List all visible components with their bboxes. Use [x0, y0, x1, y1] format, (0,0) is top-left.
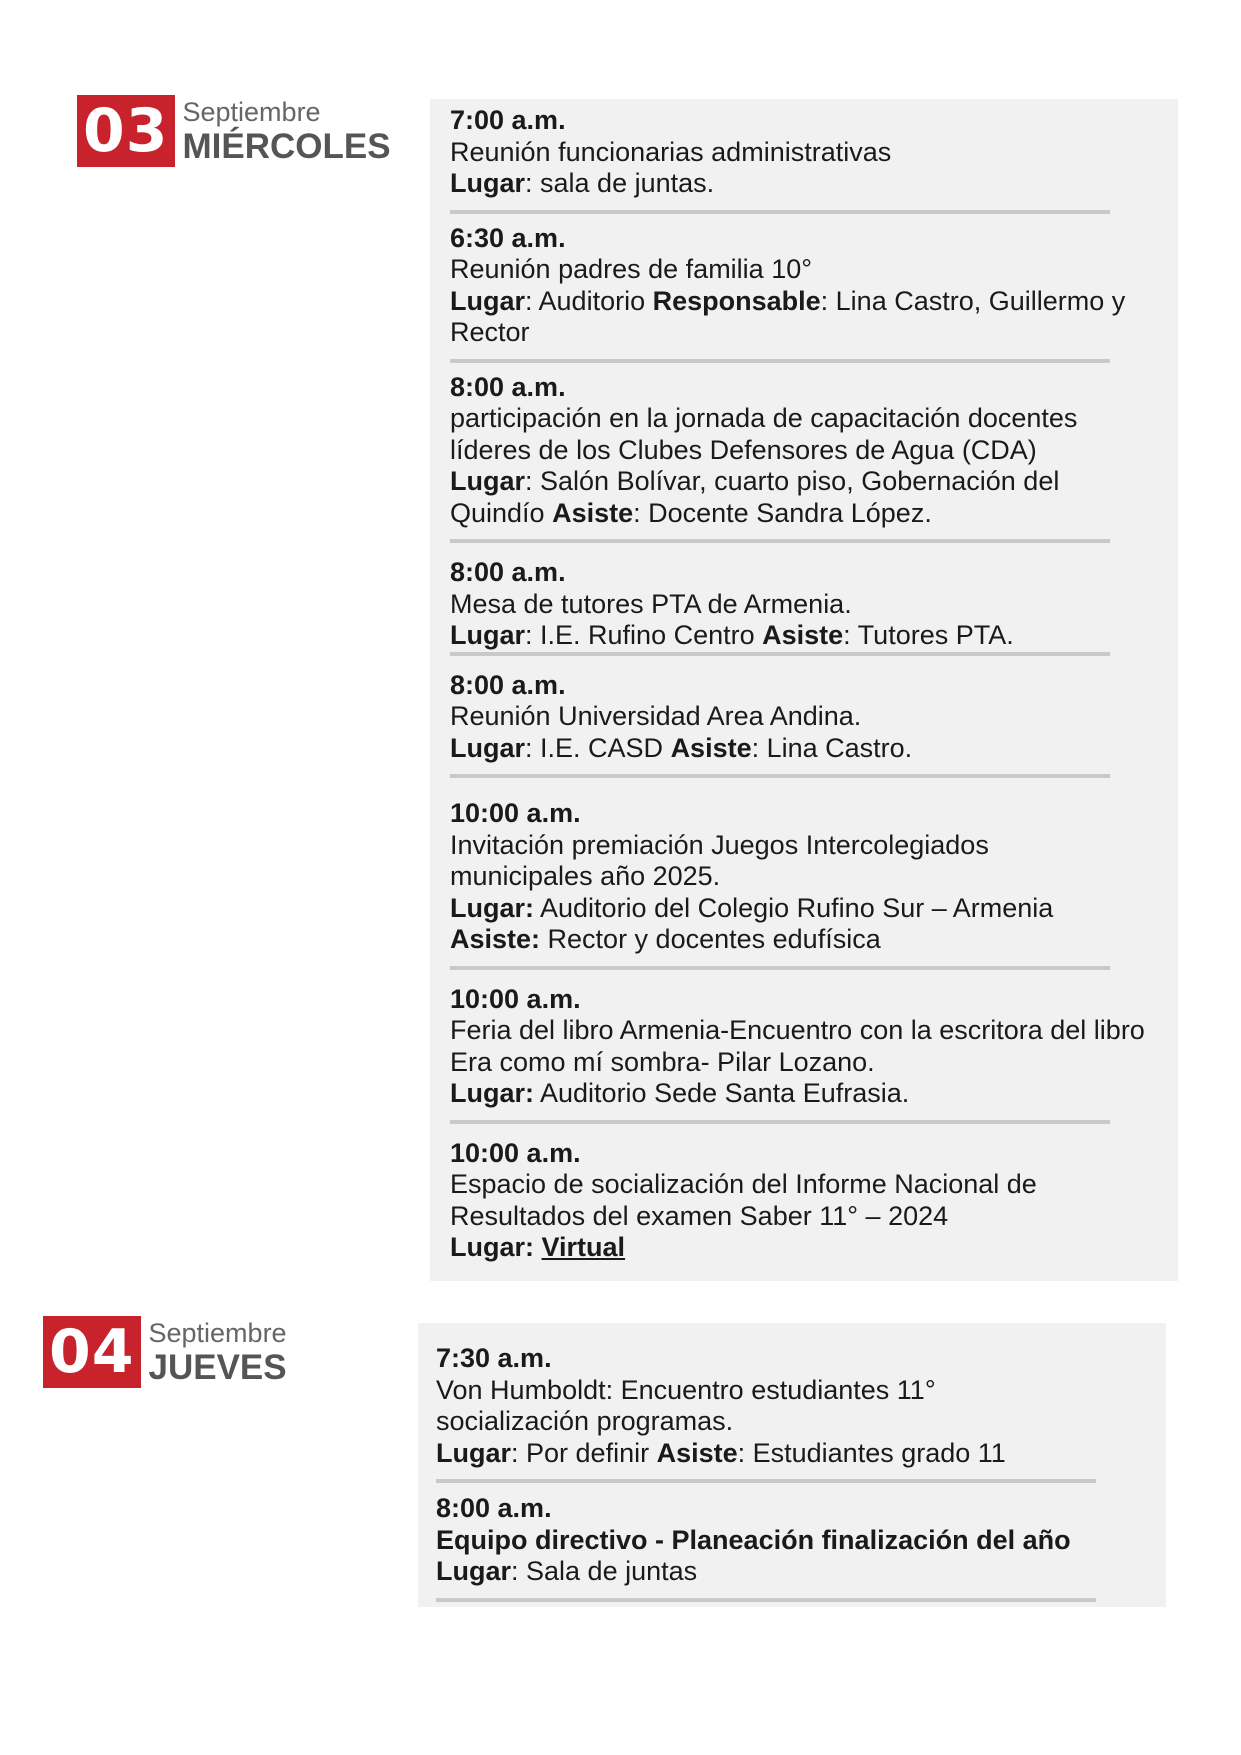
- event-item: [450, 670, 1110, 779]
- location-label: Lugar:: [450, 1078, 534, 1108]
- location-value: : Auditorio: [525, 285, 653, 316]
- event-item: [450, 1138, 1110, 1274]
- event-time: 10:00 a.m.: [450, 798, 581, 828]
- event-item: [450, 798, 1110, 970]
- event-time: 10:00 a.m.: [450, 1137, 581, 1168]
- event-item: [450, 105, 1110, 214]
- day-weekday: JUEVES: [148, 1348, 287, 1387]
- location-separator: [534, 1232, 542, 1262]
- virtual-link[interactable]: Virtual: [541, 1232, 626, 1262]
- day-number: 04: [43, 1316, 141, 1388]
- event-item: [450, 372, 1110, 544]
- event-time: 8:00 a.m.: [436, 1493, 552, 1523]
- event-item: [436, 1343, 1096, 1483]
- event-location: [450, 168, 1110, 200]
- attendee-label: Asiste:: [450, 924, 541, 954]
- event-time: 8:00 a.m.: [450, 557, 566, 587]
- event-location: [450, 733, 1110, 765]
- event-title: Reunión Universidad Area Andina.: [450, 701, 862, 731]
- location-value: : Salón Bolívar, cuarto piso, Gobernación del Quindío: [450, 466, 1060, 528]
- event-location: [450, 1232, 1110, 1264]
- event-title: Reunión funcionarias administrativas: [450, 136, 892, 167]
- location-label: Lugar: [450, 466, 526, 496]
- event-location: [450, 893, 1110, 925]
- responsible-value: : Lina Castro, Guillermo y Rector: [450, 285, 1126, 347]
- event-title: Equipo directivo - Planeación finalización del año: [436, 1524, 1071, 1555]
- event-time: 6:30 a.m.: [450, 222, 566, 253]
- events-panel-04: [418, 1323, 1166, 1607]
- day-month: Septiembre: [182, 97, 321, 127]
- event-item: [450, 557, 1110, 656]
- event-time: 7:30 a.m.: [436, 1343, 552, 1373]
- attendee-value: Rector y docentes edufísica: [540, 924, 881, 954]
- location-value: : sala de juntas.: [525, 168, 715, 198]
- event-item: [436, 1493, 1096, 1602]
- attendee-value: : Docente Sandra López.: [633, 497, 932, 528]
- day-number: 03: [77, 95, 175, 167]
- attendee-value: : Estudiantes grado 11: [737, 1437, 1006, 1468]
- event-title: Invitación premiación Juegos Intercolegiados municipales año 2025.: [450, 829, 989, 891]
- location-label: Lugar: [436, 1556, 512, 1586]
- event-title: Reunión padres de familia 10°: [450, 254, 813, 284]
- location-label: Lugar: [450, 285, 526, 316]
- attendee-value: : Lina Castro.: [751, 732, 913, 763]
- location-value: : Sala de juntas: [511, 1556, 698, 1586]
- event-location: [450, 286, 1195, 349]
- attendee-label: Asiste: [656, 1437, 738, 1468]
- event-location: [436, 1556, 1096, 1588]
- day-header-03: [77, 95, 391, 167]
- location-label: Lugar: [450, 620, 526, 650]
- event-time: 8:00 a.m.: [450, 371, 566, 402]
- location-value: Auditorio del Colegio Rufino Sur – Armenia: [534, 892, 1054, 923]
- day-weekday: MIÉRCOLES: [182, 127, 391, 166]
- location-label: Lugar: [450, 168, 526, 198]
- event-item: [450, 983, 1145, 1124]
- event-location: [450, 620, 1110, 652]
- events-panel-03: [430, 99, 1178, 1281]
- location-value: Auditorio Sede Santa Eufrasia.: [534, 1078, 910, 1108]
- event-title: Feria del libro Armenia-Encuentro con la escritora del libro Era como mí sombra- Pilar Lozano.: [450, 1015, 1145, 1077]
- attendee-value: : Tutores PTA.: [843, 620, 1014, 650]
- day-month: Septiembre: [148, 1318, 287, 1348]
- attendee-label: Asiste: [552, 497, 634, 528]
- event-attendees: [450, 924, 1110, 956]
- responsible-label: Responsable: [652, 285, 821, 316]
- location-value: : Por definir: [511, 1437, 657, 1468]
- day-label: [149, 1316, 287, 1388]
- event-time: 8:00 a.m.: [450, 669, 566, 700]
- location-label: Lugar: [450, 732, 526, 763]
- event-location: [436, 1438, 1096, 1470]
- day-header-04: [43, 1316, 287, 1388]
- event-title: Espacio de socialización del Informe Nacional de Resultados del examen Saber 11° – 2024: [450, 1169, 1037, 1231]
- event-title: Von Humboldt: Encuentro estudiantes 11° socialización programas.: [436, 1374, 936, 1436]
- event-time: 10:00 a.m.: [450, 983, 581, 1014]
- location-label: Lugar:: [450, 1232, 534, 1262]
- event-location: [450, 1078, 1110, 1110]
- event-title: participación en la jornada de capacitación docentes líderes de los Clubes Defensores de Agua (CDA): [450, 403, 1078, 465]
- event-title: Mesa de tutores PTA de Armenia.: [450, 588, 852, 619]
- event-item: [450, 222, 1126, 363]
- location-label: Lugar: [436, 1437, 512, 1468]
- attendee-label: Asiste: [762, 620, 844, 650]
- event-location: [450, 466, 1110, 529]
- location-value: : I.E. Rufino Centro: [525, 620, 763, 650]
- day-label: [183, 95, 391, 167]
- event-time: 7:00 a.m.: [450, 105, 566, 135]
- attendee-label: Asiste: [670, 732, 752, 763]
- location-value: : I.E. CASD: [525, 732, 671, 763]
- location-label: Lugar:: [450, 892, 534, 923]
